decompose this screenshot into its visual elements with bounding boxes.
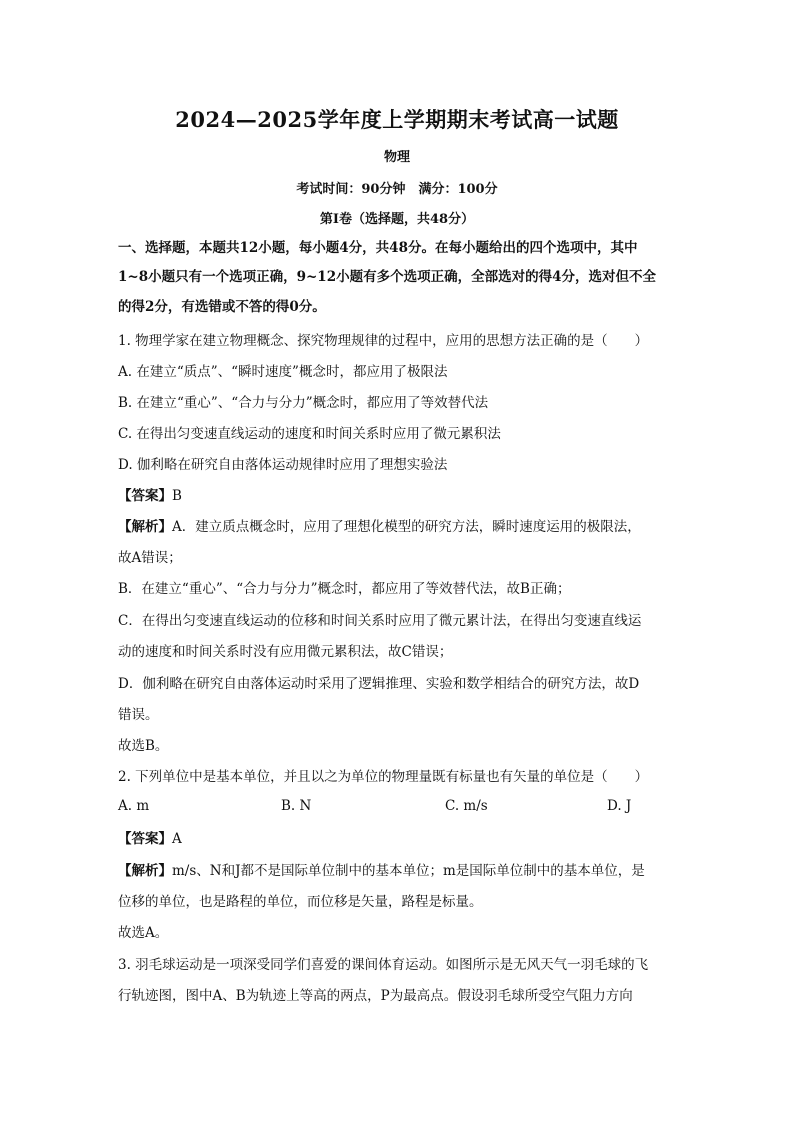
answer-value: B [172, 488, 182, 504]
question-1-analysis-line: 错误。 [118, 707, 159, 723]
answer-tag: 【答案】 [118, 831, 172, 847]
question-2-analysis-line [118, 861, 678, 881]
question-1-analysis-line [118, 517, 678, 537]
question-2-answer [118, 829, 678, 849]
instruction-line: 的得2分，有选错或不答的得0分。 [118, 299, 326, 315]
question-2-analysis-line: 故选A。 [118, 925, 169, 941]
instruction-line: 一、选择题，本题共12小题，每小题4分，共48分。在每小题给出的四个选项中，其中 [118, 240, 638, 256]
question-1-analysis-line: B．在建立“重心”、“合力与分力”概念时，都应用了等效替代法，故B正确； [118, 581, 571, 597]
question-1-analysis-line: 动的速度和时间关系时没有应用微元累积法，故C错误； [118, 644, 453, 660]
question-2-option-a: A. m [118, 798, 150, 814]
question-2-stem: 2. 下列单位中是基本单位，并且以之为单位的物理量既有标量也有矢量的单位是（ ） [118, 769, 649, 785]
question-2-option-c: C. m/s [445, 798, 488, 814]
analysis-text: A．建立质点概念时，应用了理想化模型的研究方法，瞬时速度运用的极限法， [172, 519, 641, 535]
question-1-answer [118, 486, 678, 506]
section-heading: 第Ⅰ卷（选择题，共48分） [319, 212, 475, 227]
question-1-option-b: B. 在建立“重心”、“合力与分力”概念时，都应用了等效替代法 [118, 395, 489, 411]
question-1-option-c: C. 在得出匀变速直线运动的速度和时间关系时应用了微元累积法 [118, 426, 501, 442]
analysis-tag: 【解析】 [118, 519, 172, 535]
exam-title: 2024—2025学年度上学期期末考试高一试题 [175, 107, 619, 132]
answer-tag: 【答案】 [118, 488, 172, 504]
analysis-text: m/s、N和J都不是国际单位制中的基本单位；m是国际单位制中的基本单位，是 [172, 863, 645, 879]
question-3-stem: 3. 羽毛球运动是一项深受同学们喜爱的课间体育运动。如图所示是无风天气一羽毛球的飞 [118, 957, 649, 973]
exam-info: 考试时间：90分钟 满分：100分 [296, 182, 498, 197]
question-2-option-b: B. N [281, 798, 312, 814]
question-1-option-d: D. 伽利略在研究自由落体运动规律时应用了理想实验法 [118, 457, 448, 473]
question-2-option-d: D. J [607, 798, 632, 814]
question-1-analysis-line: 故A错误； [118, 550, 182, 566]
question-3-stem: 行轨迹图，图中A、B为轨迹上等高的两点，P为最高点。假设羽毛球所受空气阻力方向 [118, 988, 633, 1004]
answer-value: A [172, 831, 182, 847]
question-1-option-a: A. 在建立“质点”、“瞬时速度”概念时，都应用了极限法 [118, 364, 448, 380]
subject-label: 物理 [383, 150, 410, 165]
question-1-analysis-line: C．在得出匀变速直线运动的位移和时间关系时应用了微元累计法，在得出匀变速直线运 [118, 613, 642, 629]
analysis-tag: 【解析】 [118, 863, 172, 879]
question-1-analysis-line: 故选B。 [118, 738, 169, 754]
question-2-analysis-line: 位移的单位，也是路程的单位，而位移是矢量，路程是标量。 [118, 894, 483, 910]
instruction-line: 1~8小题只有一个选项正确，9~12小题有多个选项正确，全部选对的得4分，选对但不全 [118, 269, 656, 285]
question-1-stem: 1. 物理学家在建立物理概念、探究物理规律的过程中，应用的思想方法正确的是（ ） [118, 333, 649, 349]
question-1-analysis-line: D．伽利略在研究自由落体运动时采用了逻辑推理、实验和数学相结合的研究方法，故D [118, 676, 640, 692]
